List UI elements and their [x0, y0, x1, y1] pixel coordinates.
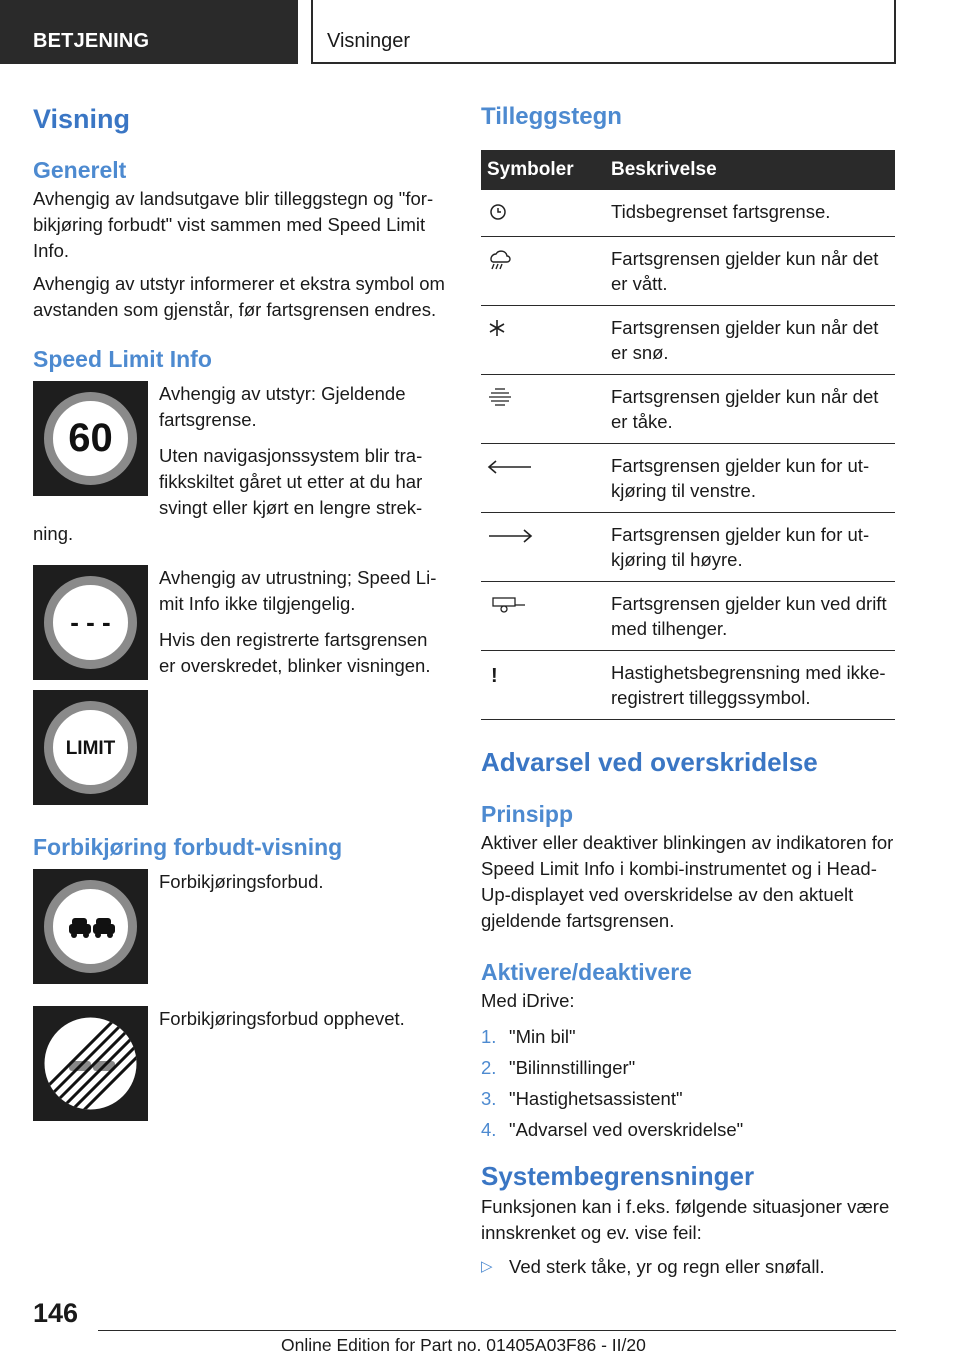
- trailer-icon: [487, 596, 527, 617]
- overtake-paragraph-1: Forbikjøringsforbud.: [159, 871, 324, 892]
- table-row: [481, 651, 895, 720]
- principle-heading: Prinsipp: [481, 801, 574, 827]
- sli-paragraph-1: Avhengig av utstyr: Gjeldende fartsgrense.: [159, 383, 406, 430]
- symbols-table: [481, 150, 895, 720]
- general-paragraph-2: Avhengig av utstyr informerer et ekstra symbol om avstanden som gjenstår, før fartsgrensen endres.: [33, 273, 445, 320]
- list-item: [481, 1086, 895, 1112]
- limits-heading: Systembegrensninger: [481, 1161, 755, 1191]
- table-row: [481, 375, 895, 444]
- speed-limit-unavailable-sign: [33, 565, 148, 680]
- table-row: [481, 306, 895, 375]
- symbols-column-header: Symboler: [481, 150, 605, 190]
- sli-paragraph-4: Hvis den registrerte fartsgrensen er overskredet, blinker visningen.: [159, 629, 431, 676]
- principle-paragraph: Aktiver eller deaktiver blinkingen av indikatoren for Speed Limit Info i kombi-instrumentet og i Head-Up-displayet ved overskridelse av den aktuelt gjeldende fartsgrensen.: [481, 832, 894, 931]
- table-cell-description: Tidsbegrenset fartsgrense.: [605, 190, 895, 237]
- step-text: "Min bil": [509, 1026, 576, 1047]
- table-cell-description: Fartsgrensen gjelder kun for utkjøring til høyre.: [605, 513, 895, 582]
- footer-edition: Online Edition for Part no. 01405A03F86 - II/20: [281, 1335, 646, 1355]
- sli-paragraph-3: Avhengig av utrustning; Speed Limit Info ikke tilgjengelig.: [159, 567, 437, 614]
- sli-paragraph-2b: ning.: [33, 523, 74, 544]
- speed-limit-60-sign: [33, 381, 148, 496]
- chapter-label: Visninger: [311, 0, 896, 64]
- table-cell-description: Fartsgrensen gjelder kun ved drift med tilhenger.: [605, 582, 895, 651]
- no-overtaking-sign: [33, 869, 148, 984]
- supplementary-signs-heading: Tilleggstegn: [481, 103, 622, 130]
- step-number: 1.: [481, 1026, 497, 1047]
- list-item: [481, 1117, 895, 1143]
- left-column: [33, 100, 447, 1121]
- list-item: [481, 1055, 895, 1081]
- table-cell-description: Fartsgrensen gjelder kun for utkjøring til venstre.: [605, 444, 895, 513]
- table-cell-description: Hastighetsbegrensning med ikke-registrert tilleggssymbol.: [605, 651, 895, 720]
- activate-heading: Aktivere/deaktivere: [481, 959, 692, 985]
- step-text: "Bilinnstillinger": [509, 1057, 636, 1078]
- limit-text: LIMIT: [65, 738, 116, 759]
- step-number: 4.: [481, 1119, 497, 1140]
- clock-icon: [487, 204, 509, 225]
- fog-icon: [487, 390, 513, 411]
- overtake-heading: Forbikjøring forbudt-visning: [33, 834, 343, 860]
- step-number: 2.: [481, 1057, 497, 1078]
- dashes-text: - - -: [70, 607, 111, 637]
- table-row: [481, 582, 895, 651]
- warning-heading: Advarsel ved overskridelse: [481, 747, 818, 777]
- sli-unavailable-row: [33, 565, 447, 680]
- general-paragraph-1: Avhengig av landsutgave blir tilleggstegn og "forbikjøring forbudt" vist sammen med Speed Limit Info.: [33, 188, 434, 261]
- snowflake-icon: [487, 321, 507, 342]
- table-cell-description: Fartsgrensen gjelder kun når det er snø.: [605, 306, 895, 375]
- general-heading: Generelt: [33, 157, 127, 183]
- limit-sign: [33, 690, 148, 805]
- step-number: 3.: [481, 1088, 497, 1109]
- footer-divider: [98, 1330, 896, 1331]
- section-label: BETJENING: [0, 0, 298, 64]
- sli-paragraph-2a: Uten navigasjonssystem blir trafikkskiltet gåret ut etter at du har svingt eller kjørt en lengre strek-: [159, 445, 423, 518]
- right-column: [481, 100, 895, 1280]
- arrow-right-icon: [487, 527, 533, 548]
- limits-bullet: [481, 1254, 895, 1280]
- overtake-paragraph-2: Forbikjøringsforbud opphevet.: [159, 1008, 405, 1029]
- sli-heading: Speed Limit Info: [33, 346, 212, 372]
- arrow-left-icon: [487, 458, 533, 479]
- table-row: [481, 237, 895, 306]
- rain-icon: [487, 254, 511, 275]
- page-title: Visning: [33, 104, 131, 134]
- step-text: "Hastighetsassistent": [509, 1088, 683, 1109]
- speed-value-text: 60: [68, 416, 113, 460]
- exclamation-icon: !: [491, 665, 498, 687]
- limits-paragraph: Funksjonen kan i f.eks. følgende situasjoner være innskrenket og ev. vise feil:: [481, 1196, 890, 1243]
- idrive-steps: [481, 1024, 895, 1143]
- table-cell-description: Fartsgrensen gjelder kun når det er tåke.: [605, 375, 895, 444]
- idrive-label: Med iDrive:: [481, 990, 575, 1011]
- description-column-header: Beskrivelse: [605, 150, 895, 190]
- page-number: 146: [33, 1298, 79, 1328]
- table-row: [481, 444, 895, 513]
- table-row: [481, 513, 895, 582]
- sli-60-row: [33, 381, 447, 521]
- table-row: [481, 190, 895, 237]
- table-cell-description: Fartsgrensen gjelder kun når det er vått.: [605, 237, 895, 306]
- overtake-end-row: [33, 1006, 447, 1121]
- overtake-row: [33, 869, 447, 984]
- triangle-bullet-icon: ▷: [481, 1258, 493, 1275]
- step-text: "Advarsel ved overskridelse": [509, 1119, 744, 1140]
- no-overtaking-end-sign: [33, 1006, 148, 1121]
- list-item: [481, 1024, 895, 1050]
- bullet-text: Ved sterk tåke, yr og regn eller snøfall.: [509, 1256, 825, 1277]
